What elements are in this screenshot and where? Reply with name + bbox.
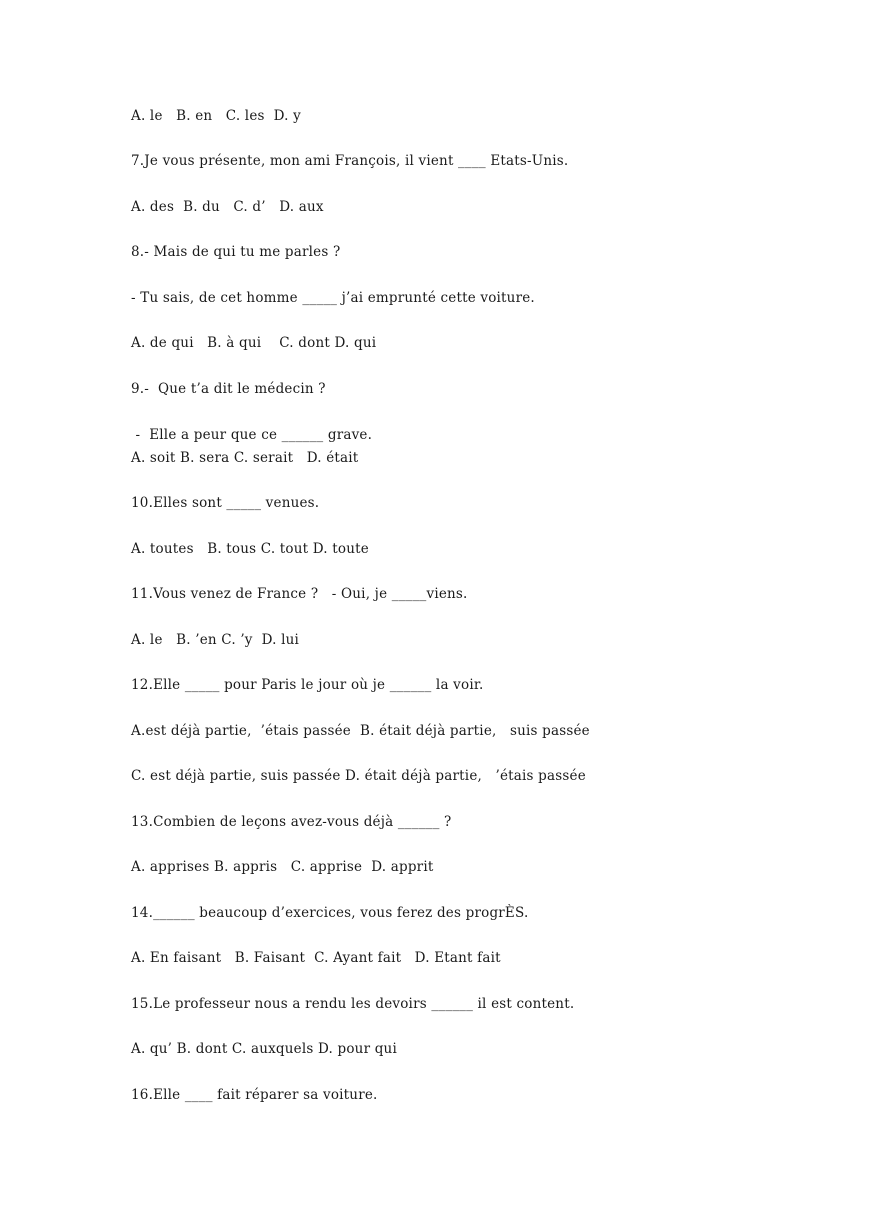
- options-line-7: A. des B. du C. d’ D. aux: [131, 199, 324, 215]
- question-16: 16.Elle ____ fait réparer sa voiture.: [131, 1087, 378, 1103]
- question-8-reply: - Tu sais, de cet homme _____ j’ai emprunté cette voiture.: [131, 290, 535, 306]
- question-9: 9.- Que t’a dit le médecin ?: [131, 381, 326, 397]
- question-15: 15.Le professeur nous a rendu les devoirs ______ il est content.: [131, 996, 575, 1012]
- question-9-reply: - Elle a peur que ce ______ grave.: [131, 427, 373, 443]
- options-line-14: A. En faisant B. Faisant C. Ayant fait D. Etant fait: [131, 950, 501, 966]
- options-line-6: A. le B. en C. les D. y: [131, 108, 301, 124]
- options-line-12-ab: A.est déjà partie, ’étais passée B. était déjà partie, suis passée: [131, 723, 590, 739]
- options-line-12-cd: C. est déjà partie, suis passée D. était déjà partie, ’étais passée: [131, 768, 586, 784]
- options-line-8: A. de qui B. à qui C. dont D. qui: [131, 335, 377, 351]
- question-8: 8.- Mais de qui tu me parles ?: [131, 244, 341, 260]
- question-11: 11.Vous venez de France ? - Oui, je _____viens.: [131, 586, 468, 602]
- question-12: 12.Elle _____ pour Paris le jour où je ______ la voir.: [131, 677, 484, 693]
- question-10: 10.Elles sont _____ venues.: [131, 495, 320, 511]
- options-line-9: A. soit B. sera C. serait D. était: [131, 450, 359, 466]
- question-7: 7.Je vous présente, mon ami François, il vient ____ Etats-Unis.: [131, 153, 569, 169]
- question-13: 13.Combien de leçons avez-vous déjà ______ ?: [131, 814, 452, 830]
- options-line-13: A. apprises B. appris C. apprise D. apprit: [131, 859, 434, 875]
- question-14: 14.______ beaucoup d’exercices, vous ferez des progrÈS.: [131, 905, 529, 921]
- options-line-15: A. qu’ B. dont C. auxquels D. pour qui: [131, 1041, 397, 1057]
- options-line-10: A. toutes B. tous C. tout D. toute: [131, 541, 369, 557]
- options-line-11: A. le B. ’en C. ’y D. lui: [131, 632, 300, 648]
